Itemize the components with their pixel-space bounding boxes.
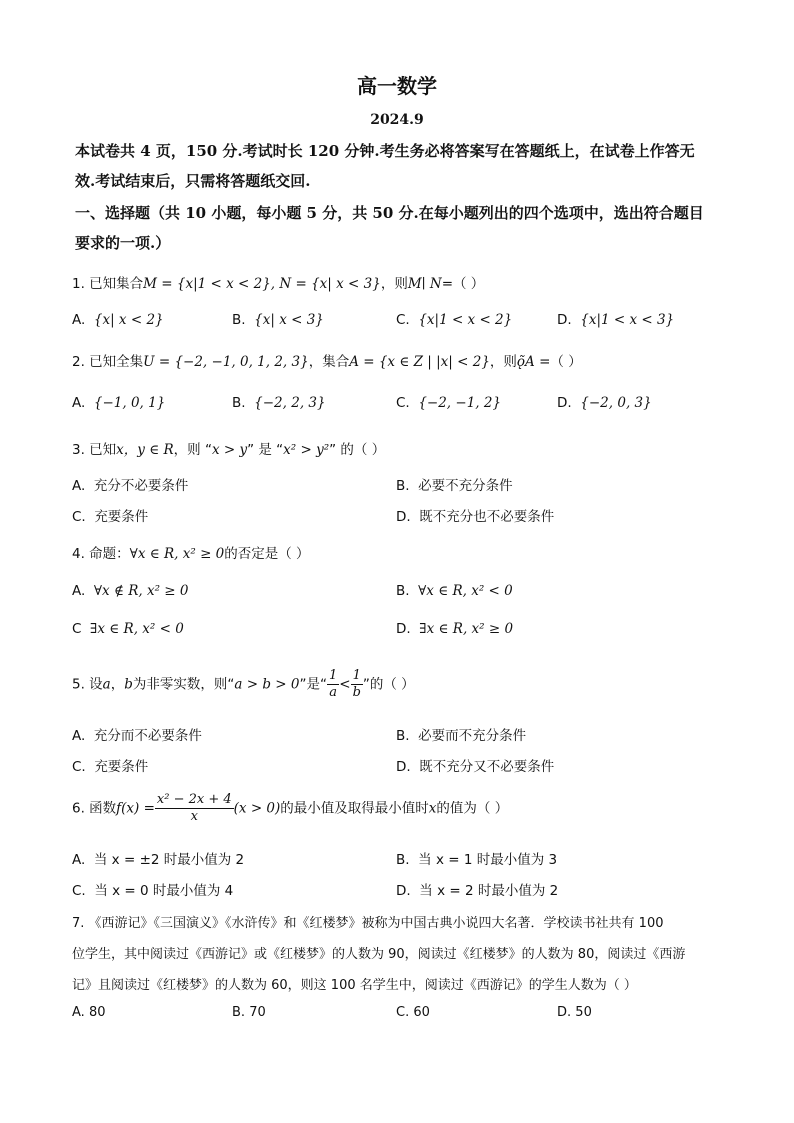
stem-text: 2. 已知全集: [72, 354, 144, 370]
page-title: 高一数学: [357, 74, 437, 98]
option-d[interactable]: [396, 505, 554, 525]
section-heading-line-2: 要求的一项.）: [75, 234, 171, 252]
stem-text: 为非零实数，则“: [132, 676, 235, 693]
option-text: 充要条件: [94, 759, 149, 775]
stem-math: f(x) =: [116, 800, 155, 817]
stem-text: 6. 函数: [72, 800, 117, 817]
stem-text: 的值为（ ）: [436, 800, 509, 817]
stem-text: ” 的（ ）: [329, 442, 386, 458]
stem-math: x: [428, 800, 437, 817]
option-text: {x|1 < x < 3}: [580, 312, 675, 328]
option-text: {−1, 0, 1}: [93, 395, 166, 411]
denominator: x: [190, 809, 198, 824]
option-text: 充分不必要条件: [93, 478, 189, 494]
question-7-line-1: 7. 《西游记》《三国演义》《水浒传》和《红楼梦》被称为中国古典小说四大名著．学校读书社共有 100: [72, 916, 664, 931]
option-text: 充要条件: [94, 509, 149, 525]
option-label: D.: [557, 395, 572, 411]
stem-text: 的否定是（ ）: [224, 546, 310, 562]
section-heading-line-1: 一、选择题（共 10 小题，每小题 5 分，共 50 分.在每小题列出的四个选项中，选出符合题目: [75, 204, 704, 222]
numerator: 1: [351, 668, 363, 685]
option-text: ∀x ∈ R, x² < 0: [418, 583, 513, 599]
question-6-stem: [72, 792, 508, 825]
option-label: B.: [232, 395, 246, 411]
option-label: C: [72, 621, 82, 637]
option-d[interactable]: [396, 621, 513, 637]
option-a[interactable]: [72, 583, 188, 599]
stem-text: ” 是 “: [247, 442, 284, 458]
stem-text: ”的（ ）: [362, 676, 415, 693]
stem-text: 1. 已知集合: [72, 276, 144, 292]
option-label: B.: [396, 728, 410, 744]
instructions-line-2: 效.考试结束后，只需将答题纸交回.: [75, 172, 311, 190]
question-1-stem: [72, 272, 484, 292]
numerator: 1: [328, 668, 338, 683]
stem-text: （ ）: [550, 354, 582, 370]
option-label: C.: [396, 1005, 410, 1020]
option-a[interactable]: [72, 724, 202, 744]
option-c[interactable]: [72, 879, 233, 899]
question-4-stem: [72, 542, 310, 562]
option-d[interactable]: [557, 1005, 592, 1020]
stem-math: a: [102, 676, 111, 693]
option-label: A.: [72, 395, 86, 411]
option-label: A.: [72, 728, 86, 744]
fraction-1-over-a: [327, 668, 339, 701]
stem-math: U = {−2, −1, 0, 1, 2, 3}: [143, 354, 309, 370]
option-c[interactable]: [396, 395, 501, 411]
option-a[interactable]: [72, 848, 244, 868]
question-5-stem: [72, 668, 415, 701]
instructions-line-1: 本试卷共 4 页，150 分.考试时长 120 分钟.考生务必将答案写在答题纸上，在试卷上作答无: [75, 142, 695, 160]
option-b[interactable]: [232, 312, 324, 328]
option-a[interactable]: [72, 312, 164, 328]
option-d[interactable]: [557, 312, 674, 328]
option-text: 当 x = 2 时最小值为 2: [419, 883, 559, 899]
option-a[interactable]: [72, 474, 188, 494]
option-a[interactable]: [72, 1005, 105, 1020]
option-text: 50: [575, 1005, 592, 1020]
option-text: 必要而不充分条件: [418, 728, 527, 744]
option-text: 既不充分也不必要条件: [419, 509, 555, 525]
option-text: 必要不充分条件: [418, 478, 513, 494]
denominator: b: [352, 685, 361, 700]
stem-text: ，: [110, 676, 125, 693]
stem-text: 的最小值及取得最小值时: [280, 800, 429, 817]
option-label: A.: [72, 478, 86, 494]
option-label: D.: [396, 883, 411, 899]
stem-math: (x > 0): [233, 800, 281, 817]
question-7-line-2: 位学生，其中阅读过《西游记》或《红楼梦》的人数为 90，阅读过《红楼梦》的人数为 80，阅读过《西游: [72, 947, 686, 962]
stem-text: ，则: [489, 354, 517, 370]
option-label: D.: [396, 759, 411, 775]
stem-math: a > b > 0: [234, 676, 300, 693]
stem-math: x² > y²: [283, 442, 330, 458]
stem-math: ∀x ∈ R, x² ≥ 0: [129, 546, 225, 562]
option-b[interactable]: [232, 395, 326, 411]
option-label: A.: [72, 1005, 85, 1020]
option-d[interactable]: [557, 395, 652, 411]
option-text: {−2, 0, 3}: [580, 395, 652, 411]
exam-date: 2024.9: [370, 112, 424, 128]
option-text: {−2, 2, 3}: [254, 395, 326, 411]
stem-math: b: [124, 676, 133, 693]
option-label: B.: [232, 312, 246, 328]
stem-text: ，则 “: [173, 442, 212, 458]
option-text: {x| x < 3}: [254, 312, 324, 328]
option-d[interactable]: [396, 879, 558, 899]
stem-math: A = {x ∈ Z | |x| < 2}: [349, 354, 490, 370]
option-label: D.: [557, 312, 572, 328]
option-text: {x| x < 2}: [93, 312, 164, 328]
stem-text: 3. 已知: [72, 442, 117, 458]
option-text: 70: [249, 1005, 266, 1020]
stem-text: ，则: [380, 276, 408, 292]
stem-math: ǫ̃A =: [516, 354, 551, 370]
stem-text: ，集合: [308, 354, 350, 370]
option-label: C.: [72, 759, 86, 775]
option-b[interactable]: [396, 583, 513, 599]
option-label: A.: [72, 852, 86, 868]
question-2-stem: [72, 350, 582, 370]
option-d[interactable]: [396, 755, 554, 775]
option-b[interactable]: [396, 848, 557, 868]
option-text: 当 x = ±2 时最小值为 2: [93, 852, 245, 868]
option-c[interactable]: [72, 755, 148, 775]
option-c[interactable]: [72, 505, 148, 525]
option-b[interactable]: [396, 474, 513, 494]
option-label: B.: [396, 852, 410, 868]
question-3-stem: [72, 438, 385, 458]
option-label: B.: [232, 1005, 246, 1020]
option-label: C.: [396, 312, 410, 328]
option-text: 当 x = 1 时最小值为 3: [418, 852, 558, 868]
stem-text: 5. 设: [72, 676, 103, 693]
option-text: 既不充分又不必要条件: [419, 759, 555, 775]
option-text: {x|1 < x < 2}: [418, 312, 513, 328]
option-text: ∃x ∈ R, x² ≥ 0: [419, 621, 514, 637]
option-b[interactable]: [396, 724, 526, 744]
option-text: 80: [88, 1005, 106, 1020]
stem-math: x > y: [211, 442, 248, 458]
option-label: D.: [396, 621, 411, 637]
option-label: B.: [396, 478, 410, 494]
option-text: {−2, −1, 2}: [418, 395, 502, 411]
option-b[interactable]: [232, 1005, 266, 1020]
option-label: C.: [72, 883, 86, 899]
option-label: C.: [72, 509, 86, 525]
option-label: A.: [72, 583, 86, 599]
fraction-1-over-b: [351, 668, 363, 701]
numerator: x² − 2x + 4: [156, 792, 232, 807]
option-label: D.: [396, 509, 411, 525]
option-label: B.: [396, 583, 410, 599]
option-c[interactable]: [72, 621, 184, 637]
option-a[interactable]: [72, 395, 165, 411]
stem-text: =（ ）: [441, 276, 485, 292]
denominator: a: [329, 685, 337, 700]
less-than-sign: <: [339, 676, 351, 693]
option-c[interactable]: [396, 312, 512, 328]
option-text: ∃x ∈ R, x² < 0: [90, 621, 184, 637]
option-text: 充分而不必要条件: [93, 728, 202, 744]
option-text: ∀x ∉ R, x² ≥ 0: [93, 583, 189, 599]
stem-math: M∣ N: [407, 276, 442, 292]
stem-math: x，y ∈ R: [116, 442, 174, 458]
stem-text: 4. 命题：: [72, 546, 130, 562]
function-fraction: [155, 792, 234, 825]
option-text: 当 x = 0 时最小值为 4: [94, 883, 234, 899]
question-7-line-3: 记》且阅读过《红楼梦》的人数为 60，则这 100 名学生中，阅读过《西游记》的学生人数为（ ）: [72, 978, 637, 993]
option-label: A.: [72, 312, 86, 328]
option-c[interactable]: [396, 1005, 430, 1020]
stem-math: M = {x|1 < x < 2}, N = {x| x < 3}: [143, 276, 381, 292]
option-label: D.: [557, 1005, 572, 1020]
option-text: 60: [413, 1005, 430, 1020]
stem-text: ”是“: [299, 676, 327, 693]
option-label: C.: [396, 395, 410, 411]
